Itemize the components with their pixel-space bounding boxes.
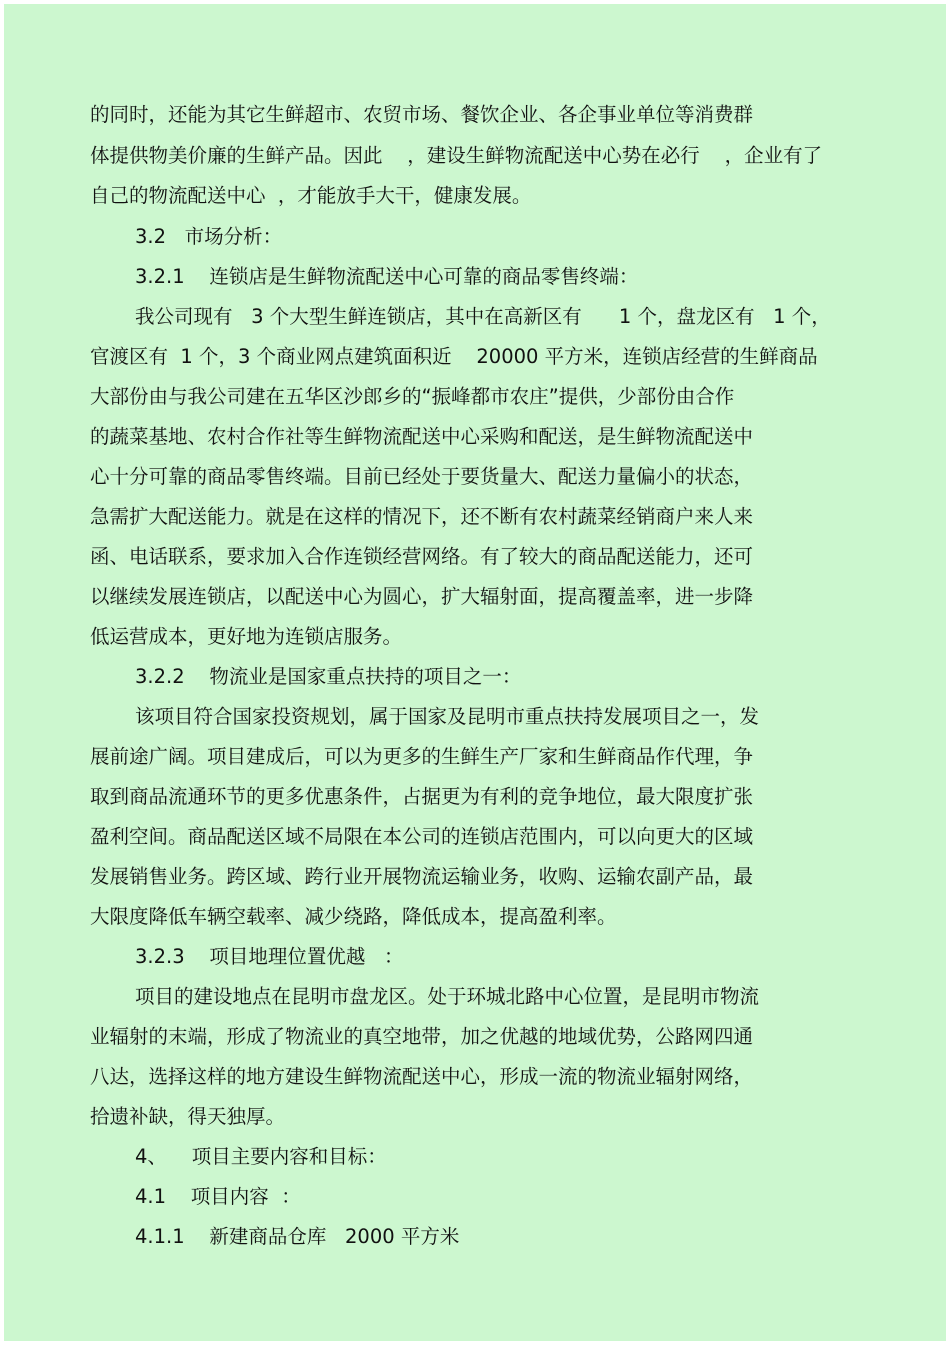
text-line: 业辐射的末端，形成了物流业的真空地带，加之优越的地域优势，公路网四通 <box>90 1025 754 1048</box>
text-line: 函、电话联系，要求加入合作连锁经营网络。有了较大的商品配送能力，还可 <box>90 545 754 568</box>
section-heading-3-2-1: 3.2.1 连锁店是生鲜物流配送中心可靠的商品零售终端： <box>135 265 639 288</box>
text-line: 盈利空间。商品配送区域不局限在本公司的连锁店范围内，可以向更大的区域 <box>90 825 754 848</box>
text-line: 体提供物美价廉的生鲜产品。因此 ，建设生鲜物流配送中心势在必行 ，企业有了 <box>90 144 823 167</box>
section-heading-3-2: 3.2 市场分析： <box>135 225 283 248</box>
text-line: 大部份由与我公司建在五华区沙郎乡的“振峰都市农庄”提供，少部份由合作 <box>90 385 735 408</box>
text-line: 的同时，还能为其它生鲜超市、农贸市场、餐饮企业、各企事业单位等消费群 <box>90 103 754 126</box>
text-line: 展前途广阔。项目建成后，可以为更多的生鲜生产厂家和生鲜商品作代理，争 <box>90 745 754 768</box>
text-line: 项目的建设地点在昆明市盘龙区。处于环城北路中心位置，是昆明市物流 <box>135 985 760 1008</box>
section-heading-4-1-1: 4.1.1 新建商品仓库 2000 平方米 <box>135 1225 460 1248</box>
text-line: 急需扩大配送能力。就是在这样的情况下，还不断有农村蔬菜经销商户来人来 <box>90 505 754 528</box>
section-heading-3-2-3: 3.2.3 项目地理位置优越 ： <box>135 945 404 968</box>
section-heading-4: 4、 项目主要内容和目标： <box>135 1145 387 1168</box>
text-line: 以继续发展连锁店，以配送中心为圆心，扩大辐射面，提高覆盖率，进一步降 <box>90 585 754 608</box>
text-line: 我公司现有 3 个大型生鲜连锁店，其中在高新区有 1 个，盘龙区有 1 个， <box>135 305 831 328</box>
section-heading-3-2-2: 3.2.2 物流业是国家重点扶持的项目之一： <box>135 665 522 688</box>
text-line: 拾遗补缺，得天独厚。 <box>90 1105 286 1128</box>
text-line: 官渡区有 1 个，3 个商业网点建筑面积近 20000 平方米，连锁店经营的生鲜商品 <box>90 345 818 368</box>
text-line: 自己的物流配送中心 ，才能放手大干，健康发展。 <box>90 184 532 207</box>
text-line: 发展销售业务。跨区域、跨行业开展物流运输业务，收购、运输农副产品，最 <box>90 865 754 888</box>
text-line: 低运营成本，更好地为连锁店服务。 <box>90 625 403 648</box>
text-line: 取到商品流通环节的更多优惠条件，占据更为有利的竞争地位，最大限度扩张 <box>90 785 754 808</box>
section-heading-4-1: 4.1 项目内容 ： <box>135 1185 301 1208</box>
text-line: 心十分可靠的商品零售终端。目前已经处于要货量大、配送力量偏小的状态， <box>90 465 754 488</box>
text-line: 大限度降低车辆空载率、减少绕路，降低成本，提高盈利率。 <box>90 905 617 928</box>
text-line: 该项目符合国家投资规划，属于国家及昆明市重点扶持发展项目之一，发 <box>135 705 760 728</box>
text-line: 的蔬菜基地、农村合作社等生鲜物流配送中心采购和配送，是生鲜物流配送中 <box>90 425 754 448</box>
text-line: 八达，选择这样的地方建设生鲜物流配送中心，形成一流的物流业辐射网络， <box>90 1065 754 1088</box>
